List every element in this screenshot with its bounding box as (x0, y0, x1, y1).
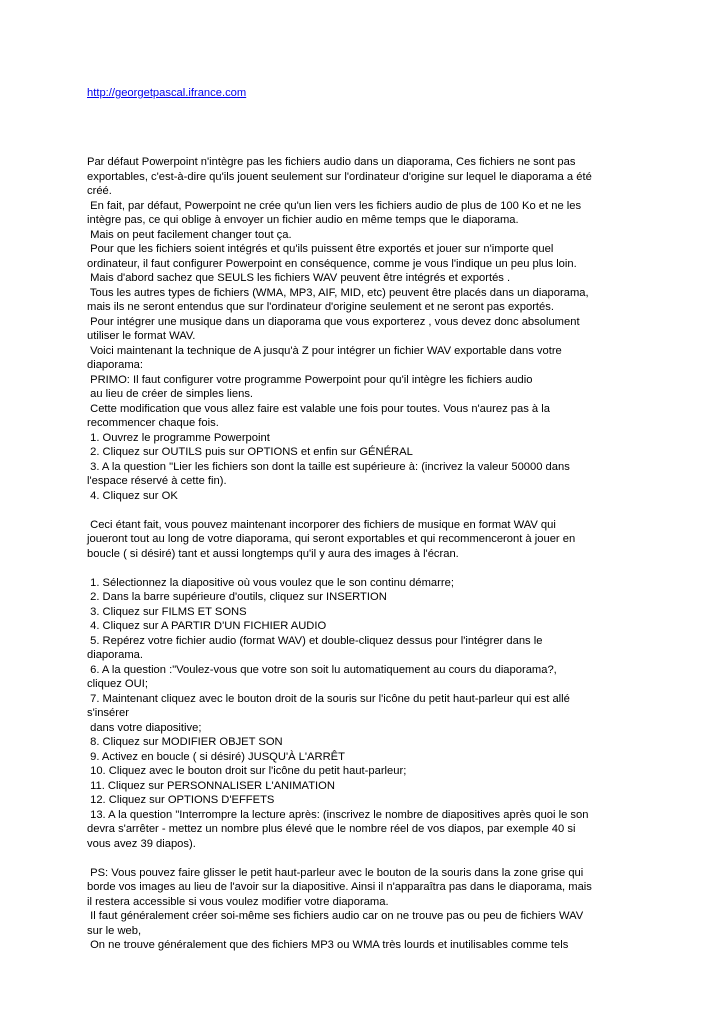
text-line: diaporama: (87, 359, 143, 371)
text-line: 12. Cliquez sur OPTIONS D'EFFETS (87, 794, 275, 806)
text-line: sur le web, (87, 924, 142, 937)
text-line: Tous les autres types de fichiers (WMA, MP3, AIF, MID, etc) peuvent être placés dans un diaporama, (87, 286, 589, 299)
text-line: joueront tout au long de votre diaporama, qui seront exportables et qui recommenceront à jouer en (87, 533, 576, 545)
text-line: boucle ( si désiré) tant et aussi longtemps qu'il y aura des images à l'écran. (87, 547, 459, 560)
text-line: Voici maintenant la technique de A jusqu'à Z pour intégrer un fichier WAV exportable dans votre (87, 344, 562, 357)
text-line: utiliser le format WAV. (87, 330, 196, 342)
text-line: recommencer chaque fois. (87, 417, 219, 429)
text-line: borde vos images au lieu de l'avoir sur la diapositive. Ainsi il n'apparaîtra pas dans le diaporama, mais (87, 881, 592, 893)
text-line: 8. Cliquez sur MODIFIER OBJET SON (87, 736, 283, 748)
website-link[interactable]: http://georgetpascal.ifrance.com (87, 87, 247, 99)
text-line: PRIMO: Il faut configurer votre programme Powerpoint pour qu'il intègre les fichiers audio (87, 373, 533, 386)
text-line: Il faut généralement créer soi-même ses fichiers audio car on ne trouve pas ou peu de fichiers WAV (87, 910, 584, 922)
text-line: 2. Cliquez sur OUTILS puis sur OPTIONS et enfin sur GÉNÉRAL (87, 446, 413, 458)
text-line: 5. Repérez votre fichier audio (format WAV) et double-cliquez dessus pour l'intégrer dans le (87, 634, 543, 647)
text-line: 1. Ouvrez le programme Powerpoint (87, 431, 270, 444)
text-line: l'espace réservé à cette fin). (87, 475, 227, 487)
text-line: 9. Activez en boucle ( si désiré) JUSQU'À L'ARRÊT (87, 750, 345, 763)
text-line: intègre pas, ce qui oblige à envoyer un fichier audio en même temps que le diaporama. (87, 214, 519, 226)
text-line: Par défaut Powerpoint n'intègre pas les fichiers audio dans un diaporama, Ces fichiers ne sont pas (87, 156, 576, 168)
text-line: Ceci étant fait, vous pouvez maintenant incorporer des fichiers de musique en format WAV qui (87, 518, 556, 531)
text-line: Pour que les fichiers soient intégrés et qu'ils puissent être exportés et jouer sur n'importe quel (87, 243, 554, 255)
text-line: En fait, par défaut, Powerpoint ne crée qu'un lien vers les fichiers audio de plus de 100 Ko et ne les (87, 199, 582, 212)
text-line: Cette modification que vous allez faire est valable une fois pour toutes. Vous n'aurez pas à la (87, 402, 550, 415)
text-line: ordinateur, il faut configurer Powerpoint en conséquence, comme je vous l'indique un peu plus loin. (87, 257, 577, 270)
text-line: PS: Vous pouvez faire glisser le petit haut-parleur avec le bouton de la souris dans la zone grise qui (87, 866, 584, 879)
text-line: devra s'arrêter - mettez un nombre plus élevé que le nombre réel de vos diapos, par exemple 40 si (87, 823, 576, 835)
paragraph-gap (87, 851, 647, 866)
text-line: Mais d'abord sachez que SEULS les fichiers WAV peuvent être intégrés et exportés . (87, 272, 511, 284)
document-body (87, 155, 647, 953)
text-line: 10. Cliquez avec le bouton droit sur l'icône du petit haut-parleur; (87, 765, 407, 777)
paragraph-gap (87, 503, 647, 518)
text-line: vous avez 39 diapos). (87, 837, 196, 850)
text-line: 3. A la question "Lier les fichiers son dont la taille est supérieure à: (incrivez la valeur 50000 dans (87, 460, 570, 473)
text-line: 11. Cliquez sur PERSONNALISER L'ANIMATION (87, 779, 335, 792)
text-line: mais ils ne seront entendus que sur l'ordinateur d'origine seulement et ne seront pas exportés. (87, 301, 554, 313)
text-line: 2. Dans la barre supérieure d'outils, cliquez sur INSERTION (87, 591, 387, 603)
text-line: créé. (87, 185, 112, 197)
paragraph-gap (87, 561, 647, 576)
text-line: exportables, c'est-à-dire qu'ils jouent seulement sur l'ordinateur d'origine sur lequel le diaporama a été (87, 170, 592, 183)
text-line: 6. A la question :"Voulez-vous que votre son soit lu automatiquement au cours du diaporama?, (87, 663, 557, 676)
text-line: 1. Sélectionnez la diapositive où vous voulez que le son continu démarre; (87, 576, 454, 589)
text-line: diaporama. (87, 649, 143, 661)
text-line: dans votre diapositive; (87, 721, 202, 734)
text-line: Pour intégrer une musique dans un diaporama que vous exporterez , vous devez donc absolument (87, 315, 580, 328)
text-line: au lieu de créer de simples liens. (87, 388, 254, 400)
text-line: s'insérer (87, 707, 129, 719)
text-line: 13. A la question "Interrompre la lecture après: (inscrivez le nombre de diapositives après quoi le son (87, 808, 589, 821)
text-line: cliquez OUI; (87, 678, 148, 690)
text-line: 4. Cliquez sur OK (87, 489, 178, 502)
text-line: il restera accessible si vous voulez modifier votre diaporama. (87, 895, 389, 908)
text-line: 7. Maintenant cliquez avec le bouton droit de la souris sur l'icône du petit haut-parleur qui est allé (87, 692, 570, 705)
text-line: 3. Cliquez sur FILMS ET SONS (87, 605, 247, 618)
text-line: Mais on peut facilement changer tout ça. (87, 228, 292, 241)
text-line: On ne trouve généralement que des fichiers MP3 ou WMA très lourds et inutilisables comme tels (87, 939, 569, 951)
text-line: 4. Cliquez sur A PARTIR D'UN FICHIER AUDIO (87, 620, 327, 632)
